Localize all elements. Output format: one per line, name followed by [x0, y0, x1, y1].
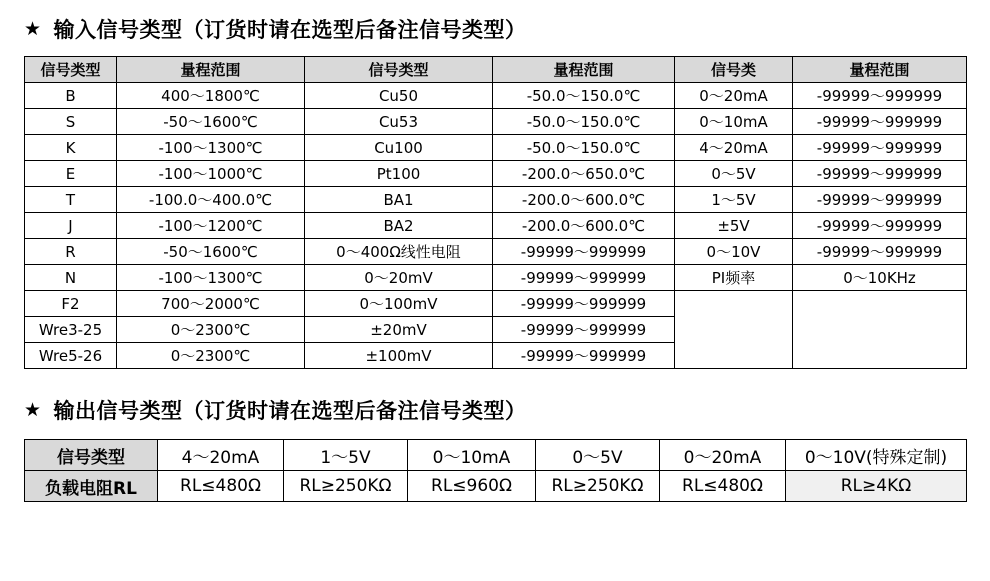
row-header: 负载电阻RL: [25, 471, 158, 502]
row-header: 信号类型: [25, 440, 158, 471]
cell: BA2: [305, 213, 493, 239]
empty-cell: [793, 291, 967, 317]
star-icon: ★: [24, 17, 42, 40]
cell: -99999～999999: [793, 161, 967, 187]
cell: -99999～999999: [493, 317, 675, 343]
cell: RL≥4KΩ: [786, 471, 967, 502]
table-row: [25, 265, 967, 291]
column-header: 信号类型: [305, 57, 493, 83]
column-header: 信号类: [675, 57, 793, 83]
input-signal-table: [24, 56, 967, 369]
cell: Cu50: [305, 83, 493, 109]
table-row: [25, 213, 967, 239]
empty-cell: [793, 343, 967, 369]
cell: -50～1600℃: [117, 109, 305, 135]
cell: -50.0～150.0℃: [493, 135, 675, 161]
cell: -99999～999999: [793, 213, 967, 239]
cell: J: [25, 213, 117, 239]
cell: 0～20mA: [675, 83, 793, 109]
column-header: 量程范围: [117, 57, 305, 83]
cell: -200.0～600.0℃: [493, 213, 675, 239]
cell: 400～1800℃: [117, 83, 305, 109]
output-signal-table: [24, 439, 967, 502]
cell: S: [25, 109, 117, 135]
empty-cell: [675, 291, 793, 317]
column-header: 信号类型: [25, 57, 117, 83]
cell: -200.0～650.0℃: [493, 161, 675, 187]
cell: -50～1600℃: [117, 239, 305, 265]
cell: Cu53: [305, 109, 493, 135]
cell: 0～10KHz: [793, 265, 967, 291]
input-section-title: [24, 14, 966, 44]
cell: 4～20mA: [158, 440, 284, 471]
cell: -50.0～150.0℃: [493, 109, 675, 135]
cell: -99999～999999: [793, 187, 967, 213]
cell: -99999～999999: [793, 239, 967, 265]
cell: -200.0～600.0℃: [493, 187, 675, 213]
cell: R: [25, 239, 117, 265]
cell: -99999～999999: [793, 83, 967, 109]
output-section-title: [24, 395, 966, 425]
table-row: [25, 291, 967, 317]
cell: RL≥250KΩ: [284, 471, 408, 502]
table-row: [25, 239, 967, 265]
cell: 0～2300℃: [117, 343, 305, 369]
cell: -100～1300℃: [117, 135, 305, 161]
cell: 0～10mA: [675, 109, 793, 135]
cell: 0～10mA: [408, 440, 536, 471]
cell: -50.0～150.0℃: [493, 83, 675, 109]
cell: N: [25, 265, 117, 291]
cell: 0～5V: [536, 440, 660, 471]
output-section-title-text: 输出信号类型（订货时请在选型后备注信号类型）: [53, 399, 527, 423]
cell: 4～20mA: [675, 135, 793, 161]
star-icon: ★: [24, 398, 42, 421]
cell: Cu100: [305, 135, 493, 161]
table-row: [25, 135, 967, 161]
cell: -99999～999999: [493, 239, 675, 265]
cell: 0～100mV: [305, 291, 493, 317]
cell: PI频率: [675, 265, 793, 291]
empty-cell: [675, 317, 793, 343]
table-row: [25, 343, 967, 369]
document-page: [0, 14, 990, 581]
cell: 1～5V: [284, 440, 408, 471]
cell: F2: [25, 291, 117, 317]
input-section-title-text: 输入信号类型（订货时请在选型后备注信号类型）: [53, 18, 527, 42]
cell: Wre3-25: [25, 317, 117, 343]
table-row: [25, 83, 967, 109]
cell: 0～10V(特殊定制): [786, 440, 967, 471]
cell: RL≤960Ω: [408, 471, 536, 502]
cell: RL≤480Ω: [660, 471, 786, 502]
table-row: [25, 471, 967, 502]
cell: Wre5-26: [25, 343, 117, 369]
column-header: 量程范围: [493, 57, 675, 83]
cell: -100～1200℃: [117, 213, 305, 239]
cell: -100～1000℃: [117, 161, 305, 187]
cell: 700～2000℃: [117, 291, 305, 317]
cell: 0～10V: [675, 239, 793, 265]
cell: 1～5V: [675, 187, 793, 213]
cell: 0～5V: [675, 161, 793, 187]
table-row: [25, 109, 967, 135]
cell: -99999～999999: [793, 135, 967, 161]
cell: 0～20mA: [660, 440, 786, 471]
cell: -99999～999999: [793, 109, 967, 135]
column-header: 量程范围: [793, 57, 967, 83]
table-header-row: [25, 57, 967, 83]
cell: -100～1300℃: [117, 265, 305, 291]
cell: RL≥250KΩ: [536, 471, 660, 502]
cell: -99999～999999: [493, 291, 675, 317]
cell: K: [25, 135, 117, 161]
empty-cell: [793, 317, 967, 343]
cell: Pt100: [305, 161, 493, 187]
table-row: [25, 317, 967, 343]
cell: 0～20mV: [305, 265, 493, 291]
cell: BA1: [305, 187, 493, 213]
table-row: [25, 440, 967, 471]
cell: T: [25, 187, 117, 213]
cell: -99999～999999: [493, 343, 675, 369]
cell: E: [25, 161, 117, 187]
cell: -99999～999999: [493, 265, 675, 291]
cell: ±5V: [675, 213, 793, 239]
cell: B: [25, 83, 117, 109]
table-row: [25, 161, 967, 187]
cell: -100.0～400.0℃: [117, 187, 305, 213]
empty-cell: [675, 343, 793, 369]
table-row: [25, 187, 967, 213]
cell: 0～2300℃: [117, 317, 305, 343]
cell: ±100mV: [305, 343, 493, 369]
cell: 0～400Ω线性电阻: [305, 239, 493, 265]
cell: ±20mV: [305, 317, 493, 343]
cell: RL≤480Ω: [158, 471, 284, 502]
